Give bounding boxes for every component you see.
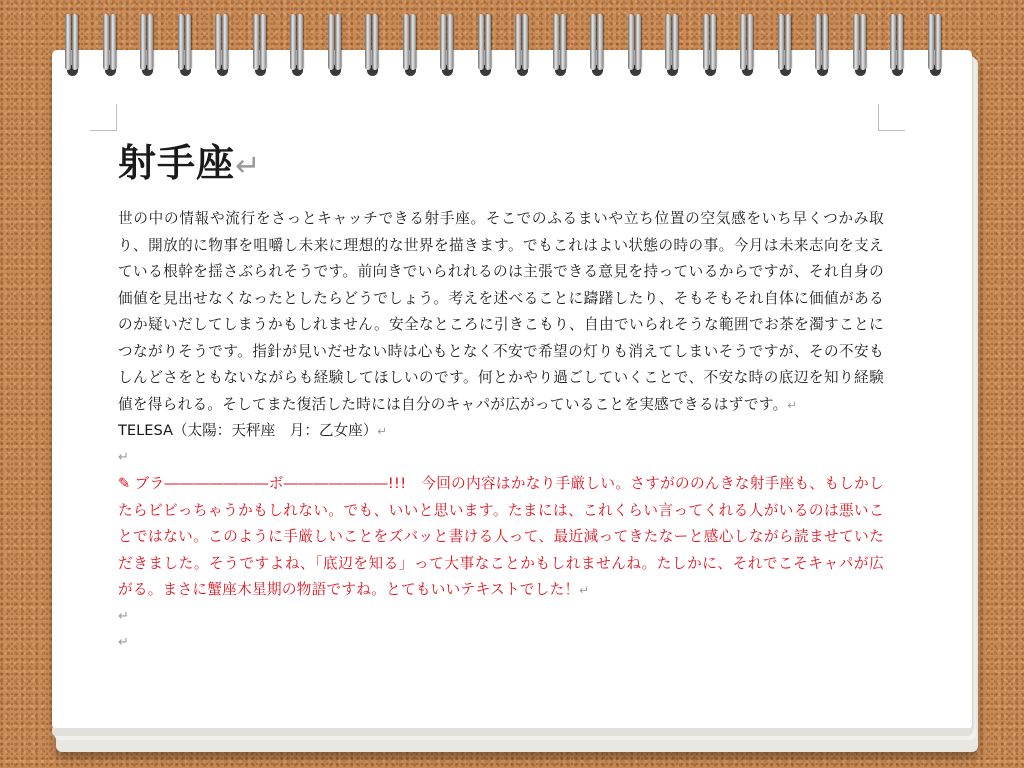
empty-line	[118, 630, 884, 657]
paragraph-mark: ↵	[118, 449, 129, 465]
pencil-icon: ✎	[118, 475, 131, 492]
empty-line	[118, 445, 884, 472]
binding-ring	[814, 14, 831, 76]
spiral-binding	[64, 14, 954, 80]
binding-ring	[439, 14, 456, 76]
binding-ring	[739, 14, 756, 76]
binding-ring	[364, 14, 381, 76]
binding-ring	[477, 14, 494, 76]
binding-ring	[327, 14, 344, 76]
paragraph-mark: ↵	[118, 635, 129, 650]
paragraph-mark: ↵	[235, 149, 262, 184]
author-signature	[118, 418, 884, 445]
binding-ring	[102, 14, 119, 76]
editor-comment	[118, 471, 884, 604]
document-content	[118, 138, 884, 657]
binding-ring	[889, 14, 906, 76]
binding-ring	[252, 14, 269, 76]
body-text: 世の中の情報や流行をさっとキャッチできる射手座。そこでのふるまいや立ち位置の空気感をいち早くつかみ取り、開放的に物事を咀嚼し未来に理想的な世界を描きます。でもこれはよい状態の時の事。今月は未来志向を支えている根幹を揺さぶられそうです。前向きでいられれるのは主張できる意見を持っているからですが、それ自身の価値を見出せなくなったとしたらどうでしょう。考えを述べることに躊躇したり、そもそもそれ自体に価値があるのか疑いだしてしまうかもしれません。安全なところに引きこもり、自由でいられそうな範囲でお茶を濁すことにつながりそうです。指針が見いだせない時は心もとなく不安で希望の灯りも消えてしまいそうですが、その不安もしんどさをともないながらも経験してほしいのです。何とかやり過ごしていくことで、不安な時の底辺を知り経験値を得られる。そしてまた復活した時には自分のキャパが広がっていることを実感できるはずです。	[118, 210, 884, 413]
binding-ring	[177, 14, 194, 76]
page-title	[118, 138, 884, 192]
binding-ring	[777, 14, 794, 76]
signature-text: TELESA（太陽：天秤座 月：乙女座）	[118, 422, 378, 439]
paragraph-mark: ↵	[579, 583, 590, 597]
body-paragraph	[118, 206, 884, 418]
paragraph-mark: ↵	[787, 397, 798, 412]
binding-ring	[702, 14, 719, 76]
binding-ring	[552, 14, 569, 76]
binding-ring	[64, 14, 81, 76]
title-text: 射手座	[118, 141, 236, 185]
binding-ring	[402, 14, 419, 76]
empty-line	[118, 604, 884, 631]
margin-corner-mark	[90, 104, 117, 131]
binding-ring	[139, 14, 156, 76]
comment-text: ブラ―――――――ボ―――――――!!! 今回の内容はかなり手厳しい。さすがののんきな射手座も、もしかしたらビビっちゃうかもしれない。でも、いいと思います。たまには、これくらい言ってくれる人がいるのは悪いことではない。このように手厳しいことをズバッと書ける人って、最近減ってきたなーと感心しながら読ませていただきました。そうですよね、「底辺を知る」って大事なことかもしれませんね。たしかに、それでこそキャパが広がる。まさに蟹座木星期の物語ですね。とてもいいテキストでした！	[118, 475, 884, 598]
binding-ring	[589, 14, 606, 76]
binding-ring	[852, 14, 869, 76]
binding-ring	[627, 14, 644, 76]
paragraph-mark: ↵	[118, 608, 129, 624]
binding-ring	[664, 14, 681, 76]
binding-ring	[214, 14, 231, 76]
margin-corner-mark	[878, 104, 905, 131]
binding-ring	[289, 14, 306, 76]
paragraph-mark: ↵	[377, 424, 388, 438]
binding-ring	[927, 14, 944, 76]
binding-ring	[514, 14, 531, 76]
notepad-edge	[52, 728, 972, 736]
